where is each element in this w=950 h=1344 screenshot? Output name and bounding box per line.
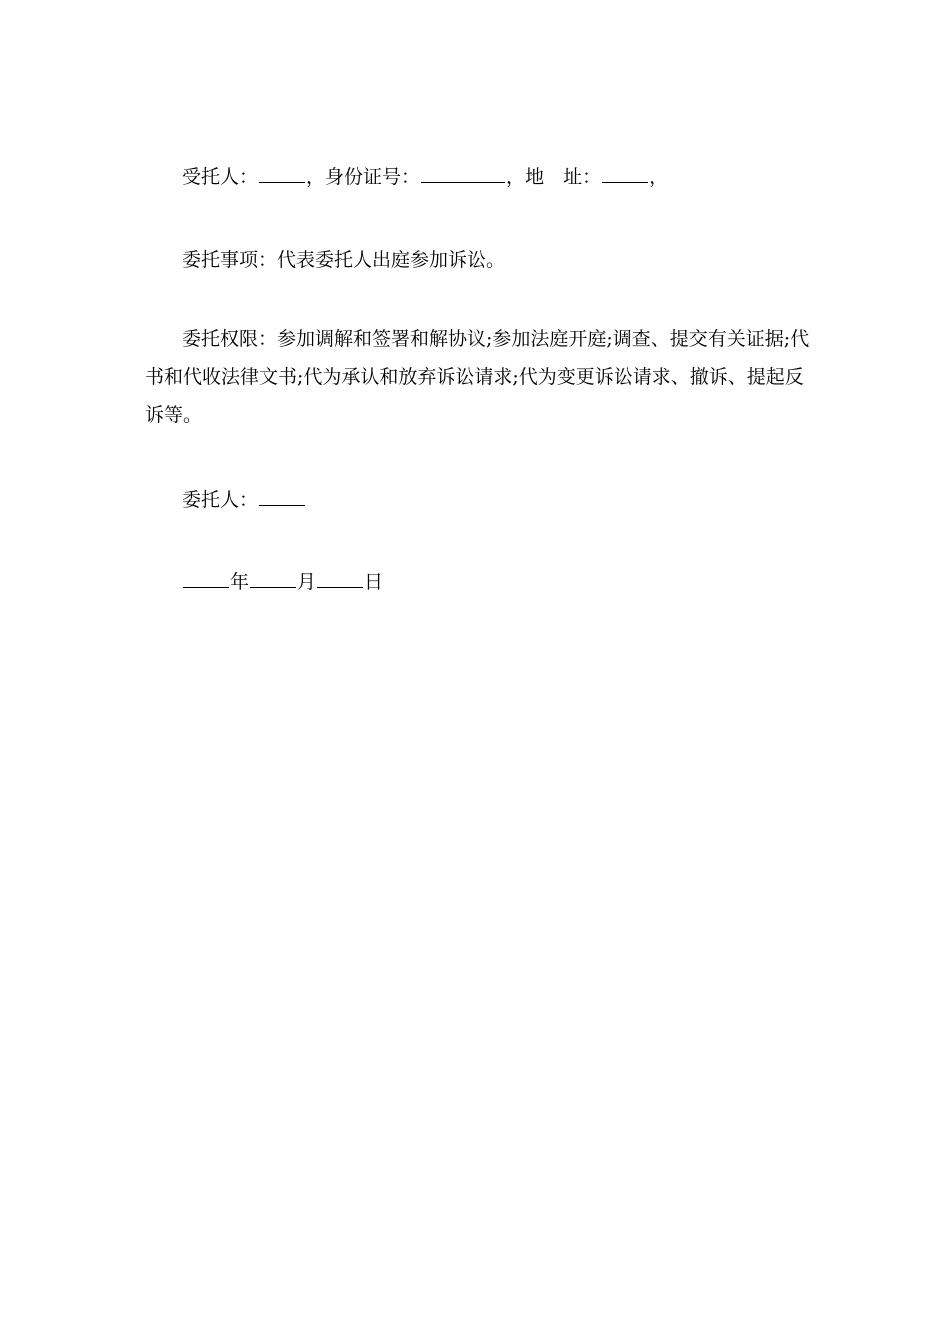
day-blank xyxy=(317,586,363,588)
separator: ， xyxy=(306,166,326,188)
principal-line xyxy=(145,481,810,519)
separator: ， xyxy=(506,166,526,188)
trustee-name-blank xyxy=(259,181,305,183)
month-label: 月 xyxy=(297,571,317,593)
month-blank xyxy=(250,586,296,588)
separator: ， xyxy=(649,166,669,188)
trustee-line xyxy=(145,158,810,196)
matter-paragraph: 委托事项：代表委托人出庭参加诉讼。 xyxy=(182,249,506,271)
authority-paragraph: 委托权限：参加调解和签署和解协议;参加法庭开庭;调查、提交有关证据;代书和代收法律文书;代为承认和放弃诉讼请求;代为变更诉讼请求、撤诉、提起反诉等。 xyxy=(145,328,810,426)
year-blank xyxy=(183,586,229,588)
date-line xyxy=(145,563,810,601)
day-label: 日 xyxy=(364,571,384,593)
principal-label: 委托人： xyxy=(182,489,259,511)
trustee-id-blank xyxy=(421,181,505,183)
trustee-id-label: 身份证号： xyxy=(325,166,421,188)
year-label: 年 xyxy=(230,571,250,593)
trustee-address-label: 地 址： xyxy=(525,166,602,188)
principal-blank xyxy=(259,504,305,506)
trustee-address-blank xyxy=(602,181,648,183)
trustee-name-label: 受托人： xyxy=(182,166,259,188)
